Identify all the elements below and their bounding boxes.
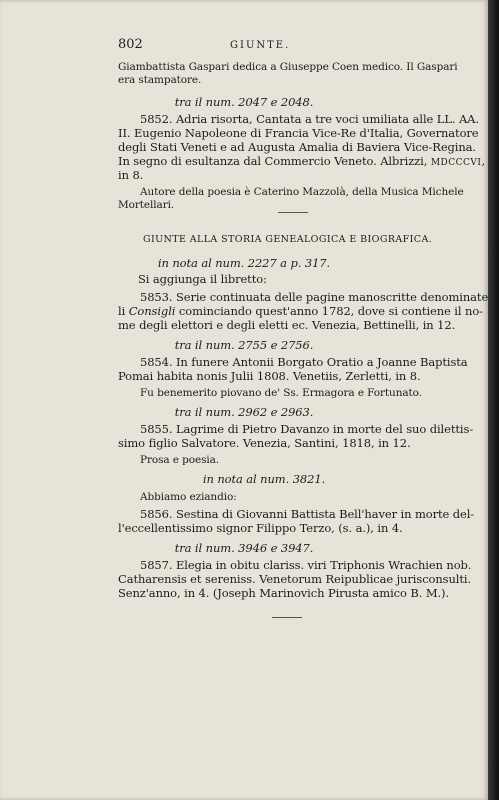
entry-5852-line-3: degli Stati Veneti e ad Augusta Amalia di Baviera Vice-Regina. xyxy=(118,140,476,154)
heading-3821: in nota al num. 3821. xyxy=(202,472,326,486)
heading-2755-2756: tra il num. 2755 e 2756. xyxy=(174,338,314,352)
entry-5852-year: MDCCCVI xyxy=(430,158,482,168)
entry-5853-line-1: 5853. Serie continuata delle pagine manoscritte denominate xyxy=(140,290,489,304)
entry-5855-line-1: 5855. Lagrime di Pietro Davanzo in morte del suo dilettis- xyxy=(140,422,474,436)
entry-5855-line-2: simo figlio Salvatore. Venezia, Santini, 1818, in 12. xyxy=(118,436,411,450)
entry-5857-line-2: Catharensis et sereniss. Venetorum Reipublicae jurisconsulti. xyxy=(118,572,472,586)
entry-5853-rest: cominciando quest'anno 1782, dove si contiene il no- xyxy=(175,304,483,318)
end-rule xyxy=(272,617,302,618)
entry-5852-line-4 xyxy=(118,154,485,170)
entry-5857-line-3: Senz'anno, in 4. (Joseph Marinovich Pirusta amico B. M.). xyxy=(118,586,449,600)
entry-5852-line-5: in 8. xyxy=(118,168,144,182)
heading-3946-3947: tra il num. 3946 e 3947. xyxy=(174,541,314,555)
note-5854: Fu benemerito piovano de' Ss. Ermagora e Fortunato. xyxy=(140,387,422,399)
note-5852-line-2: Mortellari. xyxy=(118,199,175,211)
entry-5853-line-3: me degli elettori e degli eletti ec. Venezia, Bettinelli, in 12. xyxy=(118,318,456,332)
subheading-eziandio: Abbiamo eziandio: xyxy=(140,491,237,503)
heading-2962-2963: tra il num. 2962 e 2963. xyxy=(174,405,314,419)
section-title: GIUNTE ALLA STORIA GENEALOGICA E BIOGRAFICA. xyxy=(143,234,433,245)
intro-line-1: Giambattista Gaspari dedica a Giuseppe Coen medico. Il Gaspari xyxy=(118,61,458,73)
entry-5852-text: In segno di esultanza dal Commercio Veneto. Albrizzi, xyxy=(118,154,431,168)
page-edge-shadow xyxy=(488,0,499,800)
intro-line-2: era stampatore. xyxy=(118,74,202,86)
page-number: 802 xyxy=(118,37,143,52)
entry-5853-li: li xyxy=(118,304,129,318)
entry-5852-line-2: II. Eugenio Napoleone di Francia Vice-Re d'Italia, Governatore xyxy=(118,126,479,140)
running-head: GIUNTE. xyxy=(230,40,291,51)
entry-5853-consigli: Consigli xyxy=(128,304,176,318)
entry-5856-line-2: l'eccellentissimo signor Filippo Terzo, (s. a.), in 4. xyxy=(118,521,403,535)
separator-rule xyxy=(278,212,308,213)
entry-5854-line-2: Pomai habita nonis Julii 1808. Venetiis, Zerletti, in 8. xyxy=(118,369,421,383)
entry-5852-comma: , xyxy=(481,154,486,168)
note-5852-line-1: Autore della poesia è Caterino Mazzolà, della Musica Michele xyxy=(140,186,464,198)
heading-2227: in nota al num. 2227 a p. 317. xyxy=(157,256,331,270)
entry-5856-line-1: 5856. Sestina di Giovanni Battista Bell'haver in morte del- xyxy=(140,507,475,521)
subheading-libretto: Si aggiunga il libretto: xyxy=(138,272,267,286)
heading-2047-2048: tra il num. 2047 e 2048. xyxy=(174,95,314,109)
entry-5857-line-1: 5857. Elegia in obitu clariss. viri Triphonis Wrachien nob. xyxy=(140,558,472,572)
note-5855: Prosa e poesia. xyxy=(140,454,220,466)
entry-5854-line-1: 5854. In funere Antonii Borgato Oratio a Joanne Baptista xyxy=(140,355,468,369)
entry-5853-line-2 xyxy=(118,304,483,318)
entry-5852-line-1: 5852. Adria risorta, Cantata a tre voci umiliata alle LL. AA. xyxy=(140,112,479,126)
